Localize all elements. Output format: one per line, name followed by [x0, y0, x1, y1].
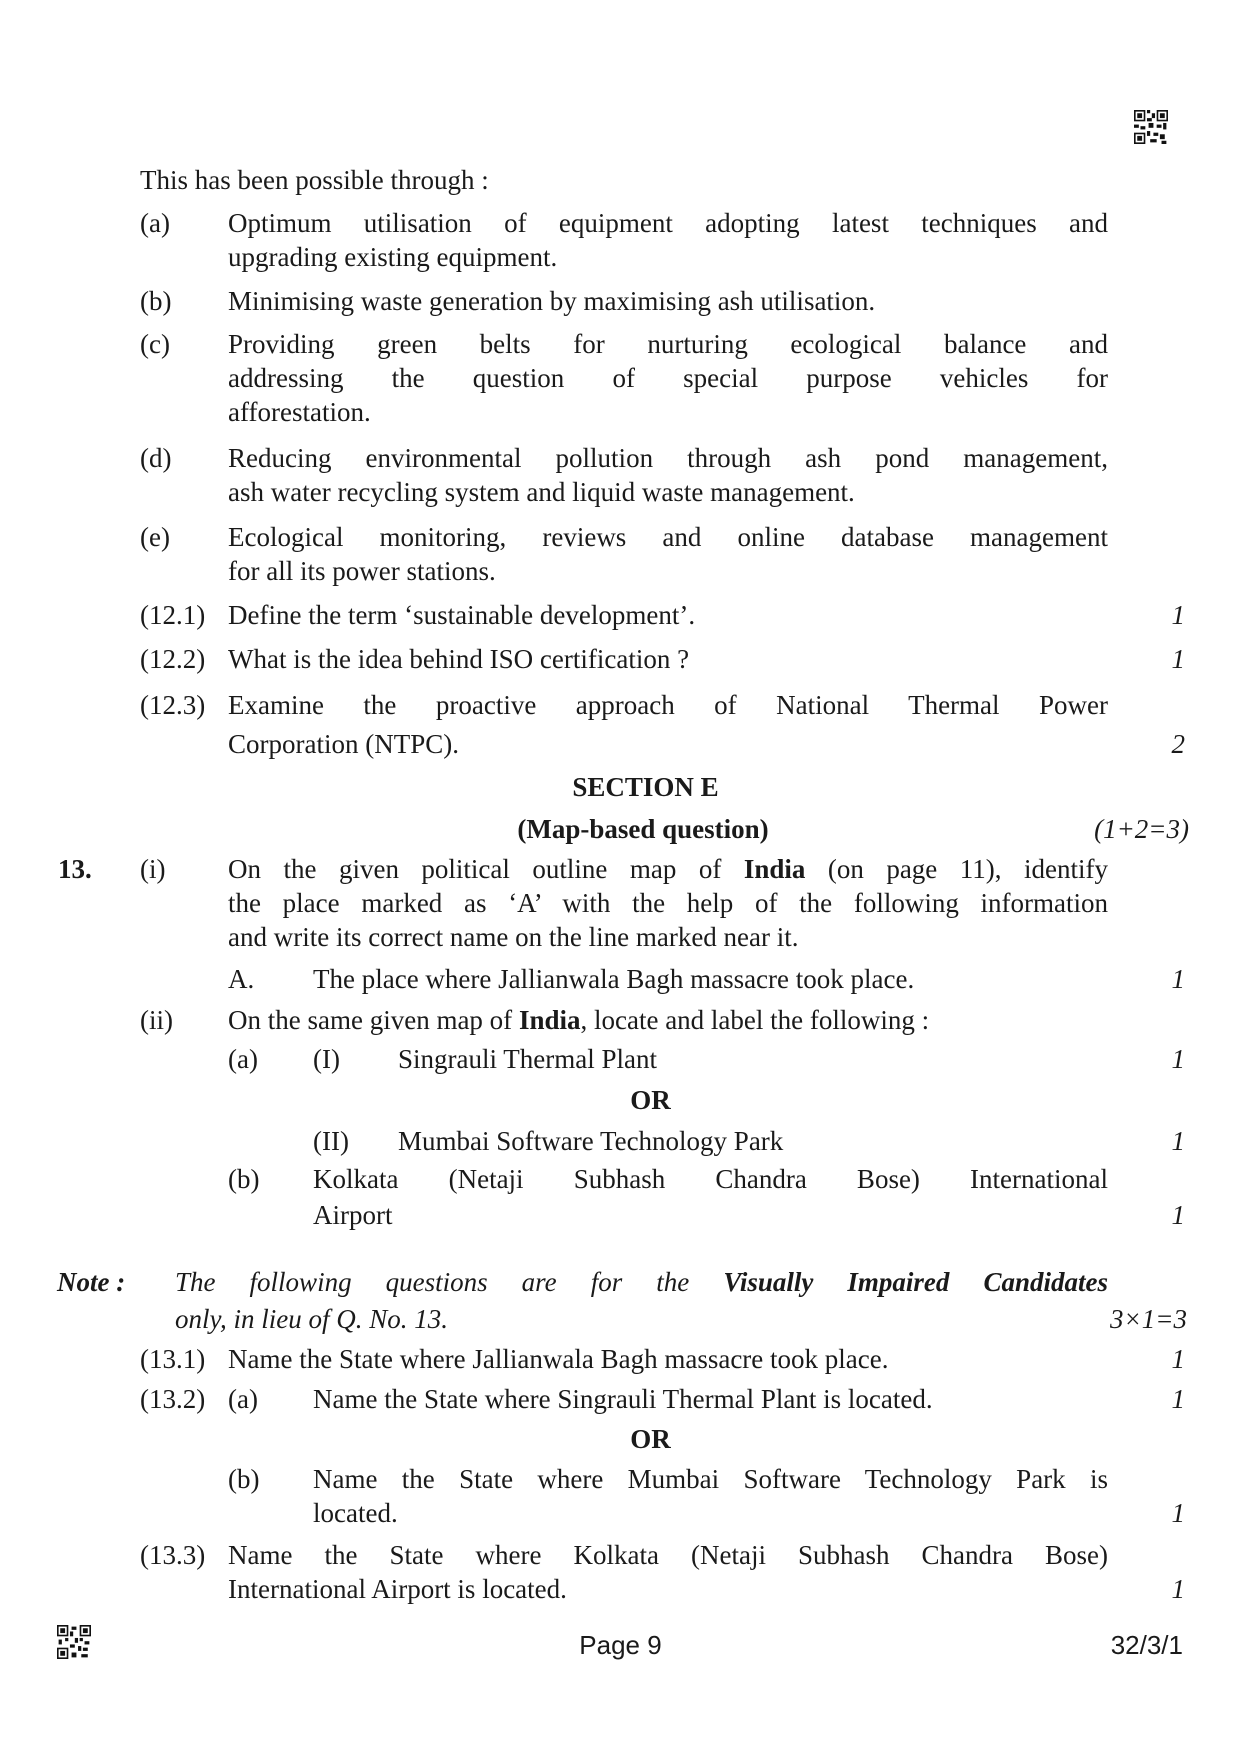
- marks: 1: [1171, 1126, 1185, 1156]
- part-ii-a2-label: (II): [313, 1126, 349, 1156]
- point-label: (c): [140, 329, 170, 359]
- question-13-2a-text: Name the State where Singrauli Thermal Plant is located.: [313, 1384, 933, 1414]
- section-marks: (1+2=3): [1094, 814, 1189, 844]
- question-text: Examine the proactive approach of National Thermal Power: [228, 690, 1108, 720]
- part-i-line1: [228, 852, 1108, 886]
- qr-code-icon: [1134, 110, 1168, 144]
- marks: 1: [1171, 600, 1185, 630]
- question-13-3-line1: Name the State where Kolkata (Netaji Subhash Chandra Bose): [228, 1540, 1108, 1570]
- question-13-2b-label: (b): [228, 1464, 260, 1494]
- part-ii-line: [228, 1003, 929, 1037]
- part-ii-a1-label: (I): [313, 1044, 340, 1074]
- marks: 1: [1171, 1344, 1185, 1374]
- question-number: (12.2): [140, 644, 206, 674]
- question-13-2a-label: (a): [228, 1384, 258, 1414]
- point-text-line: Providing green belts for nurturing ecological balance and: [228, 329, 1108, 359]
- marks: 1: [1171, 1574, 1185, 1604]
- question-13-2b-line1: Name the State where Mumbai Software Technology Park is: [313, 1464, 1108, 1494]
- note-label: Note :: [57, 1267, 126, 1297]
- question-text: What is the idea behind ISO certification ?: [228, 644, 690, 674]
- marks: 1: [1171, 1044, 1185, 1074]
- marks: 1: [1171, 1200, 1185, 1230]
- part-ii-a2-text: Mumbai Software Technology Park: [398, 1126, 784, 1156]
- question-13-1-text: Name the State where Jallianwala Bagh massacre took place.: [228, 1344, 889, 1374]
- question-13-number: 13.: [58, 854, 92, 884]
- marks: 1: [1171, 964, 1185, 994]
- part-ii-b-line2: Airport: [313, 1200, 393, 1230]
- point-label: (b): [140, 286, 172, 316]
- part-ii-pre: On the same given map of: [228, 1005, 519, 1035]
- section-subtitle: (Map-based question): [517, 814, 769, 844]
- question-13-3-number: (13.3): [140, 1540, 206, 1570]
- note-line2: only, in lieu of Q. No. 13.: [175, 1304, 448, 1334]
- question-text: Define the term ‘sustainable development’.: [228, 600, 696, 630]
- point-text-line: afforestation.: [228, 397, 371, 427]
- note-line1: [175, 1265, 1108, 1299]
- question-13-1-number: (13.1): [140, 1344, 206, 1374]
- point-text-line: Minimising waste generation by maximising ash utilisation.: [228, 286, 876, 316]
- india-bold: India: [743, 854, 806, 884]
- point-text-line: for all its power stations.: [228, 556, 496, 586]
- point-label: (d): [140, 443, 172, 473]
- part-i-line3: and write its correct name on the line marked near it.: [228, 922, 799, 952]
- question-text: Corporation (NTPC).: [228, 729, 459, 759]
- question-number: (12.1): [140, 600, 206, 630]
- note-marks: 3×1=3: [1110, 1304, 1187, 1334]
- part-ii-post: , locate and label the following :: [580, 1005, 930, 1035]
- part-ii-a-label: (a): [228, 1044, 258, 1074]
- question-13-3-line2: International Airport is located.: [228, 1574, 567, 1604]
- paper-code: 32/3/1: [1110, 1630, 1183, 1660]
- note-line1-pre: The following questions are for the: [175, 1267, 724, 1297]
- marks: 1: [1171, 1384, 1185, 1414]
- part-ii-b-line1: Kolkata (Netaji Subhash Chandra Bose) International: [313, 1164, 1108, 1194]
- india-bold: India: [518, 1005, 581, 1035]
- marks: 1: [1171, 644, 1185, 674]
- point-text-line: Optimum utilisation of equipment adopting latest techniques and: [228, 208, 1108, 238]
- point-text-line: ash water recycling system and liquid waste management.: [228, 477, 855, 507]
- part-ii-a1-text: Singrauli Thermal Plant: [398, 1044, 657, 1074]
- question-number: (12.3): [140, 690, 206, 720]
- part-ii-b-label: (b): [228, 1164, 260, 1194]
- part-i-line2: the place marked as ‘A’ with the help of the following information: [228, 888, 1108, 918]
- or-divider: OR: [630, 1085, 671, 1115]
- point-text-line: Ecological monitoring, reviews and online database management: [228, 522, 1108, 552]
- part-i-line1-post: (on page 11), identify: [805, 854, 1108, 884]
- marks: 2: [1171, 729, 1185, 759]
- point-label: (a): [140, 208, 170, 238]
- part-i-sub-label: A.: [228, 964, 255, 994]
- part-i-label: (i): [140, 854, 166, 884]
- marks: 1: [1171, 1498, 1185, 1528]
- part-i-line1-pre: On the given political outline map of: [228, 854, 744, 884]
- point-text-line: upgrading existing equipment.: [228, 242, 558, 272]
- question-13-2b-line2: located.: [313, 1498, 398, 1528]
- or-divider: OR: [630, 1424, 671, 1454]
- question-13-2-number: (13.2): [140, 1384, 206, 1414]
- part-i-sub-text: The place where Jallianwala Bagh massacre took place.: [313, 964, 915, 994]
- point-label: (e): [140, 522, 170, 552]
- qr-code-graphic: [1134, 110, 1168, 144]
- part-ii-label: (ii): [140, 1005, 173, 1035]
- point-text-line: addressing the question of special purpose vehicles for: [228, 363, 1108, 393]
- intro-text: This has been possible through :: [140, 165, 489, 195]
- page-number: Page 9: [579, 1630, 662, 1660]
- note-line1-bold: Visually Impaired Candidates: [723, 1267, 1108, 1297]
- section-title: SECTION E: [572, 772, 719, 802]
- point-text-line: Reducing environmental pollution through ash pond management,: [228, 443, 1108, 473]
